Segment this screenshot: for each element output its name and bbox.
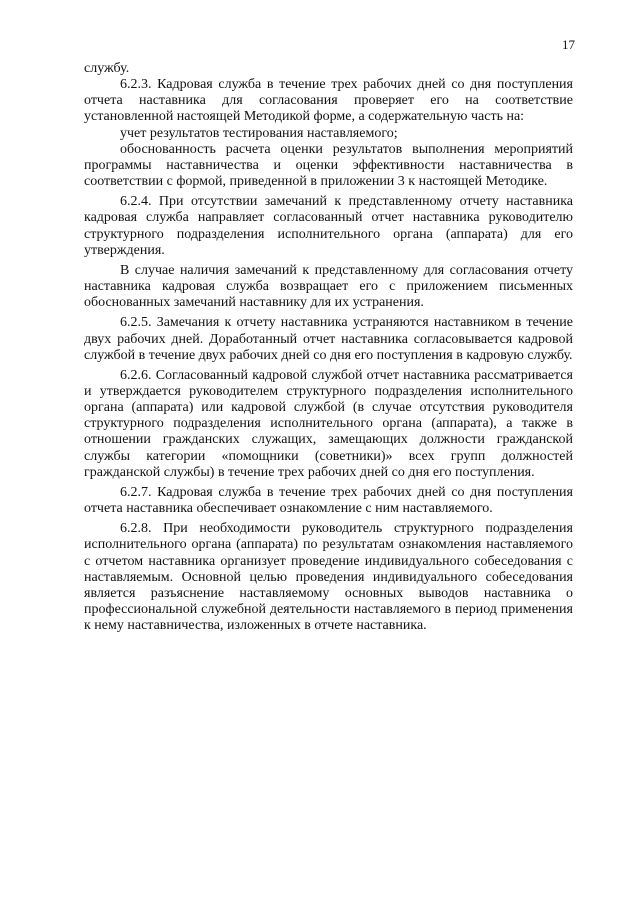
paragraph-6-2-6: 6.2.6. Согласованный кадровой службой отчет наставника рассматривается и утверждается руководителем структурного подразделения исполнительного органа (аппарата) или кадровой службой (в случае отсутствия руководителя структурного подразделения исполнительного органа (аппарата), а также в отношении гражданских служащих, замещающих должности гражданской службы категории «помощники (советники)» всех групп должностей гражданской службы) в течение трех рабочих дней со дня его поступления. <box>84 367 573 480</box>
paragraph-continuation: службу. <box>84 61 130 76</box>
paragraph-testing-results: учет результатов тестирования наставляемого; <box>120 125 398 141</box>
paragraph-6-2-8: 6.2.8. При необходимости руководитель структурного подразделения исполнительного органа (аппарата) по результатам ознакомления наставляемого с отчетом наставника организует проведение индивидуального собеседования с наставляемым. Основной целью проведения индивидуального собеседования является разъяснение наставляемому основных выводов наставника о профессиональной служебной деятельности наставляемого в период применения к нему наставничества, изложенных в отчете наставника. <box>84 521 573 634</box>
paragraph-remarks-return: В случае наличия замечаний к представленному для согласования отчету наставника кадровая служба возвращает его с приложением письменных обоснованных замечаний наставнику для их устранения. <box>84 262 573 311</box>
paragraph-calculation-validity: обоснованность расчета оценки результатов выполнения мероприятий программы наставничества и оценки эффективности наставничества в соответствии с формой, приведенной в приложении 3 к настоящей Методике. <box>84 141 573 190</box>
document-body <box>84 61 573 634</box>
page-number: 17 <box>562 37 575 52</box>
paragraph-6-2-3: 6.2.3. Кадровая служба в течение трех рабочих дней со дня поступления отчета наставника для согласования проверяет его на соответствие установленной настоящей Методикой форме, а содержательную часть на: <box>84 77 573 125</box>
paragraph-6-2-5: 6.2.5. Замечания к отчету наставника устраняются наставником в течение двух рабочих дней. Доработанный отчет наставника согласовывается кадровой службой в течение двух рабочих дней со дня его поступления в кадровую службу. <box>84 315 573 363</box>
paragraph-6-2-4: 6.2.4. При отсутствии замечаний к представленному отчету наставника кадровая служба направляет согласованный отчет наставника руководителю структурного подразделения исполнительного органа (аппарата) для его утверждения. <box>84 194 573 258</box>
paragraph-6-2-7: 6.2.7. Кадровая служба в течение трех рабочих дней со дня поступления отчета наставника обеспечивает ознакомление с ним наставляемого. <box>84 484 573 517</box>
